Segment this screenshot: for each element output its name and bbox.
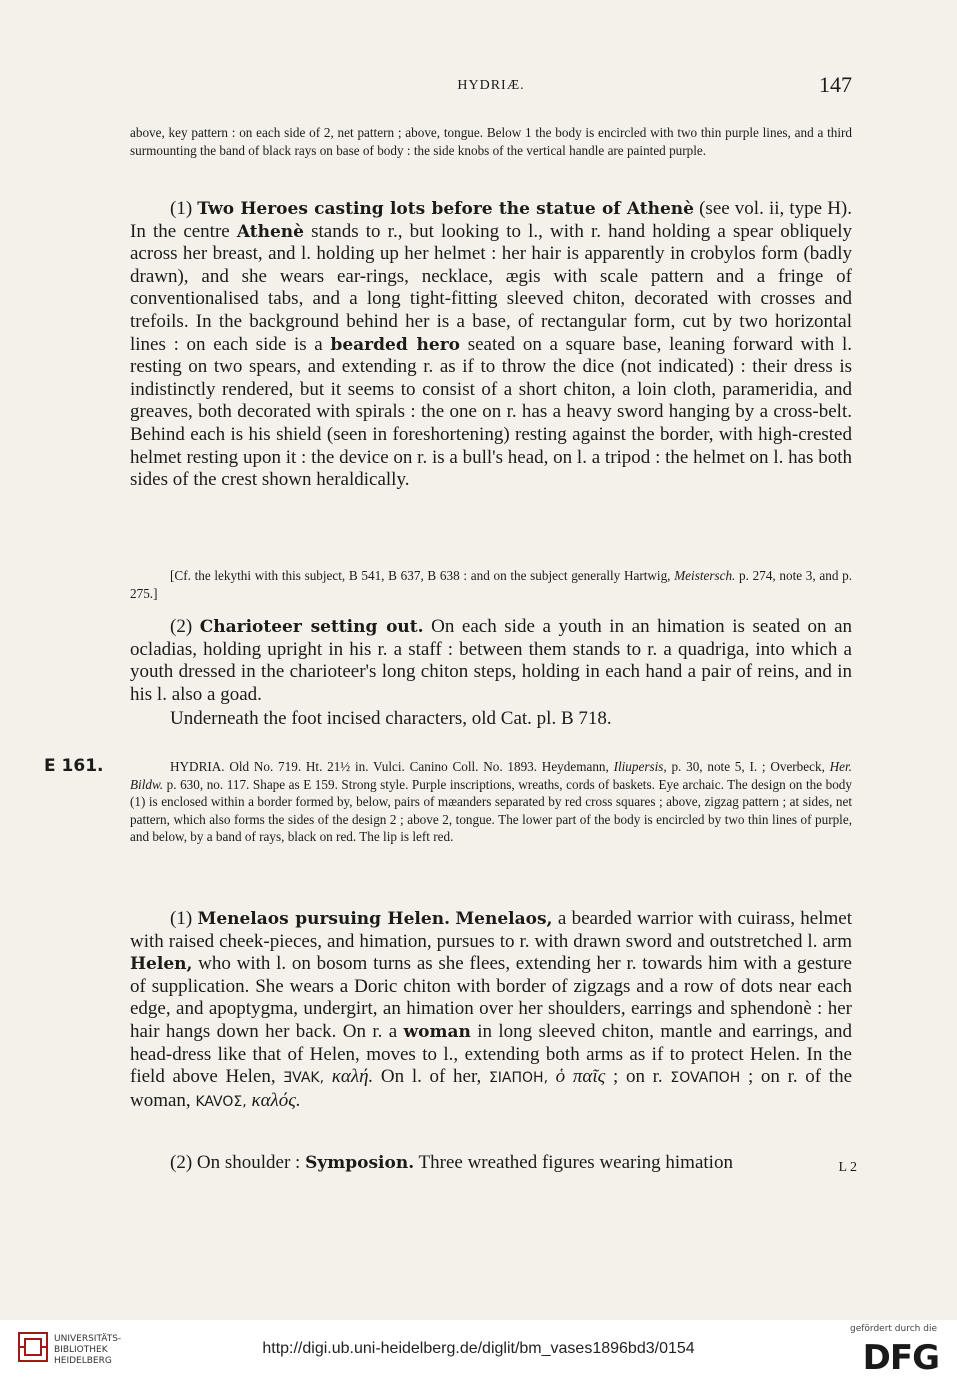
section-4-heading: Symposion. <box>305 1153 415 1173</box>
inscription-2: ΣIAΠOH, <box>488 1070 549 1087</box>
entry-italic-b: Her. Bildw. <box>130 759 852 792</box>
section-2-heading: Charioteer setting out. <box>199 617 424 637</box>
viewer-footer <box>0 1320 957 1386</box>
section-3-paragraph <box>130 908 852 1113</box>
athene-bold: Athenè <box>236 221 304 242</box>
section-4-number: (2) <box>170 1152 193 1173</box>
section-3-text-e: ; on r. <box>605 1066 671 1088</box>
cf-note-b: p. 274, note 3, and p. 275.] <box>130 568 853 601</box>
greek-1: καλή. <box>324 1066 374 1088</box>
greek-2: ὁ παῖς <box>548 1066 606 1088</box>
entry-description <box>130 758 852 846</box>
section-1-text-c: seated on a square base, leaning forward with l. resting on two spears, and extending r. as if to throw the dice (not indicated) : their dress is indistinctly rendered, but it seems to consist of a short chiton, a loin cloth, parameridia, and greaves, both decorated with spirals : the one on r. has a heavy sword hanging by a cross-belt. Behind each is his shield (seen in foreshortening) resting against the border, with high-crested helmet resting upon it : the device on r. is a bull's head, on l. a tripod : the helmet on l. has both sides of the crest shown heraldically. <box>130 333 853 491</box>
permalink[interactable]: http://digi.ub.uni-heidelberg.de/diglit/bm_vases1896bd3/0154 <box>262 1340 695 1357</box>
section-3-text-d: On l. of her, <box>373 1066 489 1088</box>
section-4-text-b: Three wreathed figures wearing himation <box>414 1152 733 1173</box>
section-1-text-a: (see vol. ii, type H). In the centre <box>130 198 853 242</box>
section-3-heading: Menelaos pursuing Helen. <box>197 909 450 929</box>
section-3-text-a: a bearded warrior with cuirass, helmet with raised cheek-pieces, and himation, pursues to r. with drawn sword and outstretched l. arm <box>130 908 852 952</box>
underneath-paragraph: Underneath the foot incised characters, old Cat. pl. B 718. <box>170 708 612 729</box>
section-3-text-c: in long sleeved chiton, mantle and earrings, and head-dress like that of Helen, moves to l., extending both arms as if to protect Helen. In the field above Helen, <box>130 1020 852 1088</box>
running-title: HYDRIÆ. <box>457 78 525 93</box>
dfg-logo: DFG <box>862 1338 939 1378</box>
entry-italic-a: Iliupersis, <box>613 759 667 774</box>
woman-bold: woman <box>403 1021 471 1042</box>
helen-bold: Helen, <box>130 954 193 975</box>
greek-4: καλός. <box>246 1089 301 1111</box>
section-2-text: On each side a youth in an himation is seated on an ocladias, holding upright in his r. a staff : between them stands to r. a quadriga, into which a youth dressed in the charioteer's long chiton steps, holding in each hand a pair of reins, and in his l. also a goad. <box>130 616 853 705</box>
library-name: UNIVERSITÄTS- BIBLIOTHEK HEIDELBERG <box>54 1334 122 1366</box>
cf-note <box>130 567 852 602</box>
entry-text-a: HYDRIA. Old No. 719. Ht. 21½ in. Vulci. Canino Coll. No. 1893. Heydemann, <box>170 759 614 774</box>
cf-note-italic: Meistersch. <box>674 568 736 583</box>
section-4-text-a: On shoulder : <box>192 1152 306 1173</box>
entry-text-b: p. 30, note 5, I. ; Overbeck, <box>666 759 830 774</box>
signature-mark: L 2 <box>838 1160 857 1175</box>
section-3-text-b: who with l. on bosom turns as she flees, extending her r. towards him with a gesture of supplication. She wears a Doric chiton with border of zigzags and a row of dots near each edge, and apoptygma, undergirt, an himation over her shoulders, earrings and sphendonè : her hair hangs down her back. On r. a <box>130 953 852 1042</box>
page-header <box>130 72 852 100</box>
entry-label: E 161. <box>44 756 104 776</box>
section-3-text-f: ; on r. of the woman, <box>130 1066 852 1111</box>
funded-by-label: gefördert durch die <box>850 1324 937 1334</box>
inscription-3: ΣOVAΠOH <box>670 1070 741 1087</box>
inscription-1: ƎVAK, <box>283 1070 325 1087</box>
top-paragraph: above, key pattern : on each side of 2, net pattern ; above, tongue. Below 1 the body is encircled with two thin purple lines, and a third surmounting the band of black rays on base of body : the side knobs of the vertical handle are painted purple. <box>130 125 852 158</box>
section-3-number: (1) <box>170 908 193 929</box>
section-1-number: (1) <box>170 198 193 219</box>
cf-note-a: [Cf. the lekythi with this subject, B 541, B 637, B 638 : and on the subject generally Hartwig, <box>170 568 675 583</box>
entry-text-c: p. 630, no. 117. Shape as E 159. Strong style. Purple inscriptions, wreaths, cords of baskets. Eye archaic. The design on the body (1) is enclosed within a border formed by, below, pairs of mæanders separated by red cross squares ; above, zigzag pattern ; at sides, net pattern, which also forms the sides of the design 2 ; above 2, tongue. The lower part of the body is encircled by two thin lines of purple, and below, by a band of rays, black on red. The lip is left red. <box>130 776 852 845</box>
section-1-text-b: stands to r., but looking to l., with r. hand holding a spear obliquely across her breast, and l. holding up her helmet : her hair is apparently in crobylos form (badly drawn), and she wears ear-rings, necklace, ægis with scale pattern and a fringe of conventionalised tabs, and a long tight-fitting sleeved chiton, decorated with crosses and trefoils. In the background behind her is a base, of rectangular form, cut by two horizontal lines : on each side is a <box>130 220 852 355</box>
section-2-number: (2) <box>170 616 193 637</box>
page-number: 147 <box>819 72 852 97</box>
menelaos-bold: Menelaos, <box>455 909 553 929</box>
section-1-heading: Two Heroes casting lots before the statue of Athenè <box>197 199 694 219</box>
inscription-4: KAVOΣ, <box>195 1093 247 1110</box>
section-2-paragraph <box>130 616 852 706</box>
bearded-hero-bold: bearded hero <box>330 334 461 355</box>
section-1-paragraph <box>130 198 852 492</box>
section-4-paragraph <box>130 1152 852 1175</box>
